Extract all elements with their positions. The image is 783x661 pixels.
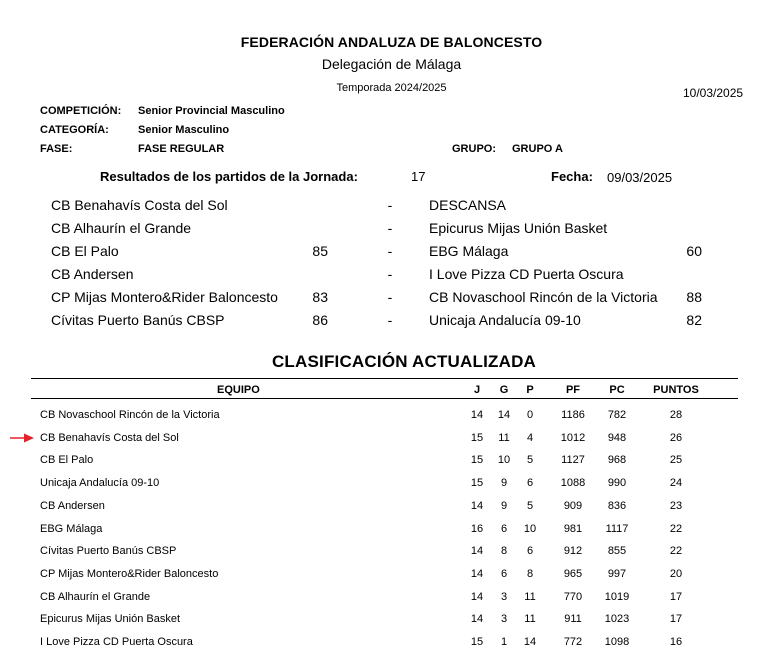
row-pts: 22	[669, 545, 683, 557]
result-separator: -	[387, 289, 393, 305]
result-home-team: CP Mijas Montero&Rider Baloncesto	[51, 289, 278, 305]
row-pc: 997	[607, 568, 627, 580]
row-pf: 965	[563, 568, 583, 580]
row-p: 11	[524, 613, 536, 625]
row-p: 6	[526, 477, 534, 489]
row-pts: 25	[669, 454, 683, 466]
competition-value: Senior Provincial Masculino	[138, 105, 285, 117]
row-pf: 1088	[560, 477, 586, 489]
row-g: 6	[500, 568, 508, 580]
result-home-team: CB Alhaurín el Grande	[51, 220, 192, 236]
jornada-date: 09/03/2025	[607, 170, 673, 185]
row-pc: 990	[607, 477, 627, 489]
row-pf: 1127	[561, 454, 585, 466]
row-pf: 772	[563, 636, 583, 648]
result-separator: -	[387, 220, 393, 236]
row-team: CB Benahavís Costa del Sol	[40, 432, 179, 444]
result-home-score: 85	[312, 243, 328, 259]
result-away-team: DESCANSA	[429, 197, 507, 213]
row-g: 10	[497, 454, 511, 466]
row-team: I Love Pizza CD Puerta Oscura	[40, 636, 193, 648]
result-away-score: 82	[686, 312, 702, 328]
result-away-team: Epicurus Mijas Unión Basket	[429, 220, 608, 236]
standings-title: CLASIFICACIÓN ACTUALIZADA	[271, 352, 537, 371]
row-j: 14	[470, 500, 484, 512]
row-j: 14	[470, 409, 484, 421]
row-j: 15	[470, 454, 484, 466]
row-j: 15	[470, 636, 484, 648]
row-p: 5	[526, 500, 534, 512]
row-p: 11	[524, 591, 536, 603]
row-pts: 24	[669, 477, 683, 489]
federation-title: FEDERACIÓN ANDALUZA DE BALONCESTO	[240, 34, 543, 50]
jornada-label: Resultados de los partidos de la Jornada:	[100, 169, 358, 184]
row-j: 16	[470, 523, 484, 535]
row-pc: 1019	[604, 591, 630, 603]
group-label: GRUPO:	[452, 143, 496, 155]
result-home-team: CB Andersen	[51, 266, 134, 282]
jornada-date-label: Fecha:	[551, 169, 593, 184]
row-p: 4	[526, 432, 534, 444]
row-pts: 23	[669, 500, 683, 512]
standings-top-rule	[31, 378, 738, 379]
row-team: CB Andersen	[40, 500, 105, 512]
row-pf: 912	[563, 545, 583, 557]
row-j: 14	[470, 568, 484, 580]
row-g: 9	[500, 477, 508, 489]
row-pc: 782	[607, 409, 627, 421]
row-j: 15	[470, 477, 484, 489]
row-g: 1	[500, 636, 508, 648]
col-p: P	[526, 384, 534, 396]
result-away-team: I Love Pizza CD Puerta Oscura	[429, 266, 624, 282]
result-home-team: Cívitas Puerto Banús CBSP	[51, 312, 225, 328]
row-g: 9	[500, 500, 508, 512]
row-pf: 770	[563, 591, 583, 603]
result-home-score: 83	[312, 289, 328, 305]
phase-label: FASE:	[40, 143, 73, 155]
row-j: 14	[470, 613, 484, 625]
row-pc: 836	[607, 500, 627, 512]
row-pc: 1117	[605, 523, 629, 535]
row-pc: 1098	[604, 636, 630, 648]
season-label: Temporada 2024/2025	[336, 82, 447, 94]
row-pc: 968	[607, 454, 627, 466]
row-pf: 981	[563, 523, 583, 535]
highlight-arrow-icon	[10, 433, 34, 443]
row-pf: 911	[564, 613, 582, 625]
row-g: 14	[497, 409, 511, 421]
result-away-team: Unicaja Andalucía 09-10	[429, 312, 581, 328]
row-team: EBG Málaga	[40, 523, 103, 535]
row-team: Unicaja Andalucía 09-10	[40, 477, 160, 489]
row-pts: 16	[669, 636, 683, 648]
row-p: 5	[526, 454, 534, 466]
row-j: 14	[470, 545, 484, 557]
row-team: Epicurus Mijas Unión Basket	[40, 613, 181, 625]
row-team: CB El Palo	[40, 454, 94, 466]
row-pts: 20	[669, 568, 683, 580]
col-g: G	[499, 384, 509, 396]
row-pc: 948	[607, 432, 627, 444]
col-j: J	[473, 384, 481, 396]
row-p: 8	[526, 568, 534, 580]
row-pts: 22	[669, 523, 683, 535]
result-away-team: CB Novaschool Rincón de la Victoria	[429, 289, 658, 305]
row-team: CP Mijas Montero&Rider Baloncesto	[40, 568, 219, 580]
row-p: 10	[523, 523, 537, 535]
row-pf: 909	[563, 500, 583, 512]
result-home-team: CB Benahavís Costa del Sol	[51, 197, 228, 213]
result-home-score: 86	[312, 312, 328, 328]
jornada-number: 17	[411, 169, 426, 184]
row-g: 3	[500, 591, 508, 603]
row-p: 0	[526, 409, 534, 421]
print-date: 10/03/2025	[683, 86, 744, 100]
row-team: Cívitas Puerto Banús CBSP	[40, 545, 177, 557]
result-away-score: 88	[686, 289, 702, 305]
col-points: PUNTOS	[653, 384, 699, 396]
result-separator: -	[387, 312, 393, 328]
row-pts: 17	[669, 591, 683, 603]
row-pc: 855	[607, 545, 627, 557]
row-p: 14	[523, 636, 537, 648]
row-pts: 28	[669, 409, 683, 421]
result-home-team: CB El Palo	[51, 243, 119, 259]
row-g: 6	[500, 523, 508, 535]
col-team: EQUIPO	[217, 384, 260, 396]
row-j: 15	[470, 432, 484, 444]
row-pf: 1186	[561, 409, 585, 421]
result-separator: -	[387, 266, 393, 282]
result-away-score: 60	[686, 243, 702, 259]
phase-value: FASE REGULAR	[138, 143, 225, 155]
col-pf: PF	[565, 384, 581, 396]
row-p: 6	[526, 545, 534, 557]
result-separator: -	[387, 243, 393, 259]
row-g: 8	[500, 545, 508, 557]
col-pc: PC	[609, 384, 625, 396]
row-g: 11	[498, 432, 510, 444]
row-j: 14	[470, 591, 484, 603]
result-separator: -	[387, 197, 393, 213]
row-team: CB Novaschool Rincón de la Victoria	[40, 409, 220, 421]
category-label: CATEGORÍA:	[40, 124, 109, 136]
group-value: GRUPO A	[512, 143, 563, 155]
result-away-team: EBG Málaga	[429, 243, 509, 259]
row-team: CB Alhaurín el Grande	[40, 591, 151, 603]
delegation-subtitle: Delegación de Málaga	[321, 56, 462, 72]
row-pf: 1012	[560, 432, 586, 444]
row-pc: 1023	[604, 613, 630, 625]
competition-label: COMPETICIÓN:	[40, 105, 122, 117]
row-pts: 17	[669, 613, 683, 625]
category-value: Senior Masculino	[138, 124, 230, 136]
row-g: 3	[500, 613, 508, 625]
standings-header-rule	[31, 398, 738, 399]
row-pts: 26	[669, 432, 683, 444]
